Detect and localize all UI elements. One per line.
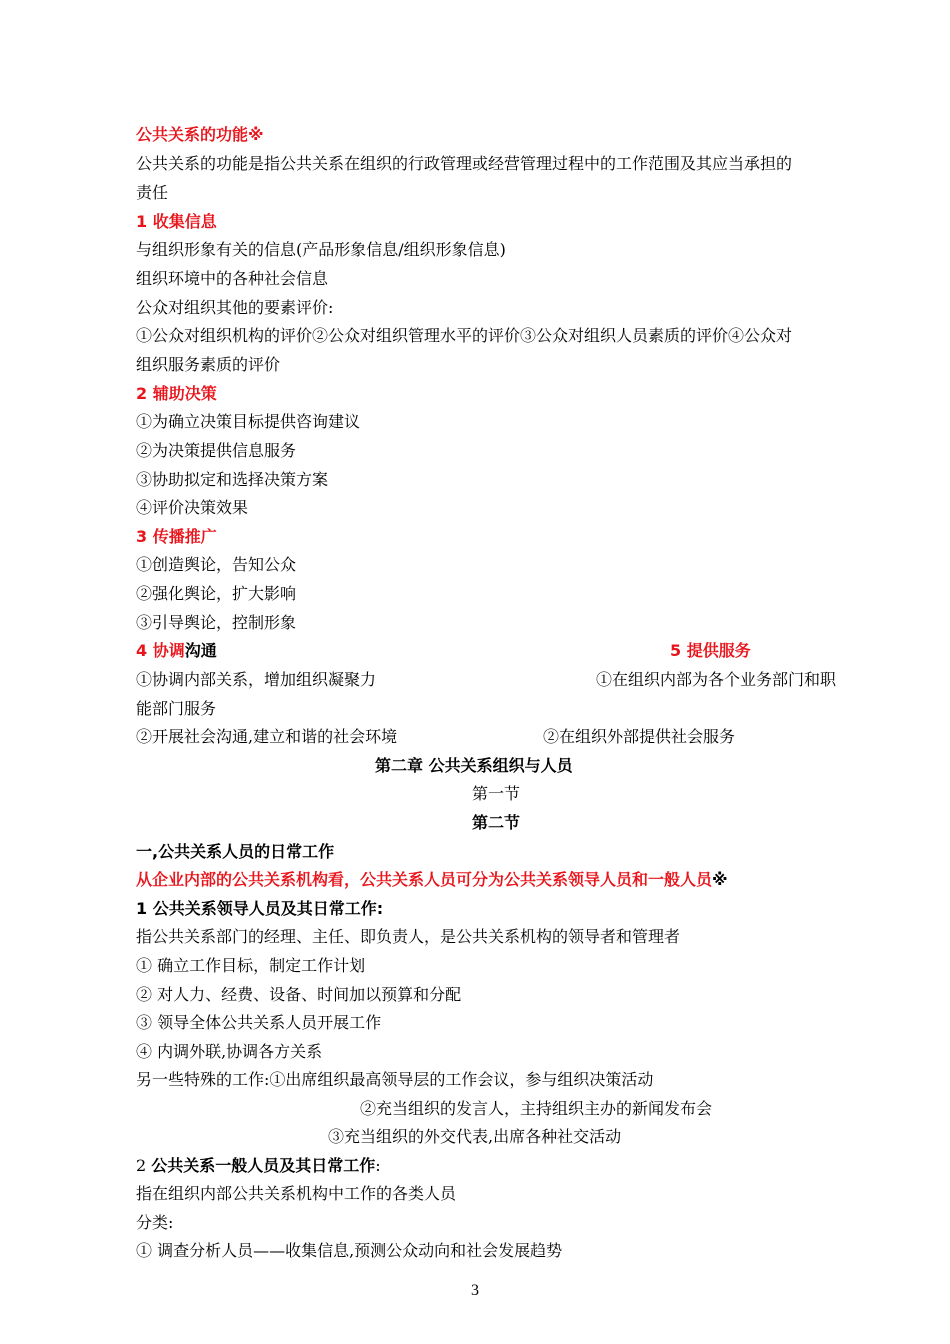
red-statement <box>136 870 728 890</box>
red-statement-text: 从企业内部的公共关系机构看，公共关系人员可分为公共关系领导人员和一般人员 <box>136 870 713 889</box>
page-number: 3 <box>471 1282 479 1299</box>
item-3-line: ②强化舆论，扩大影响 <box>136 584 297 603</box>
item-1-line: 与组织形象有关的信息(产品形象信息/组织形象信息) <box>136 240 506 259</box>
leader-line: ② 对人力、经费、设备、时间加以预算和分配 <box>136 985 462 1004</box>
leader-line: ③ 领导全体公共关系人员开展工作 <box>136 1013 382 1032</box>
leader-line: ① 确立工作目标，制定工作计划 <box>136 956 366 975</box>
item-5-line: ①在组织内部为各个业务部门和职 <box>596 670 837 689</box>
chapter-title: 第二章 公共关系组织与人员 <box>375 756 573 775</box>
item-3-title: 3 传播推广 <box>136 527 217 546</box>
general-definition: 指在组织内部公共关系机构中工作的各类人员 <box>136 1184 457 1203</box>
item-4-line: ②开展社会沟通,建立和谐的社会环境 <box>136 727 398 746</box>
item-4-line: ①协调内部关系，增加组织凝聚力 <box>136 670 377 689</box>
item-1-line: 组织服务素质的评价 <box>136 355 281 374</box>
section-title: 公共关系的功能※ <box>136 125 264 144</box>
item-4-title-black: 沟通 <box>184 641 217 660</box>
leader-definition: 指公共关系部门的经理、主任、即负责人，是公共关系机构的领导者和管理者 <box>136 927 681 946</box>
item-2-line: ③协助拟定和选择决策方案 <box>136 470 329 489</box>
item-4-title-red: 4 协调 <box>136 641 185 660</box>
special-work-line: ②充当组织的发言人，主持组织主办的新闻发布会 <box>360 1099 713 1118</box>
item-3-line: ③引导舆论，控制形象 <box>136 613 297 632</box>
item-1-line: 公众对组织其他的要素评价: <box>136 298 334 317</box>
item-3-line: ①创造舆论，告知公众 <box>136 555 297 574</box>
general-title <box>136 1156 381 1176</box>
intro-line-2: 责任 <box>136 183 169 202</box>
item-4-title <box>136 641 217 661</box>
general-title-text: 公共关系一般人员及其日常工作 <box>151 1156 376 1175</box>
section-heading: 一,公共关系人员的日常工作 <box>136 842 335 861</box>
item-5-line-cont: 能部门服务 <box>136 699 217 718</box>
item-2-line: ①为确立决策目标提供咨询建议 <box>136 412 361 431</box>
item-1-line: 组织环境中的各种社会信息 <box>136 269 329 288</box>
classify-line: ① 调查分析人员——收集信息,预测公众动向和社会发展趋势 <box>136 1241 563 1260</box>
leader-line: ④ 内调外联,协调各方关系 <box>136 1042 323 1061</box>
general-title-number: 2 <box>136 1156 152 1175</box>
leader-title: 1 公共关系领导人员及其日常工作: <box>136 899 384 918</box>
intro-line-1: 公共关系的功能是指公共关系在组织的行政管理或经营管理过程中的工作范围及其应当承担的 <box>136 154 793 173</box>
red-statement-mark: ※ <box>712 870 728 889</box>
item-2-line: ②为决策提供信息服务 <box>136 441 297 460</box>
section-first: 第一节 <box>472 784 521 803</box>
item-1-title: 1 收集信息 <box>136 212 217 231</box>
item-2-title: 2 辅助决策 <box>136 384 217 403</box>
item-5-line: ②在组织外部提供社会服务 <box>543 727 736 746</box>
item-2-line: ④评价决策效果 <box>136 498 249 517</box>
section-second: 第二节 <box>472 813 521 832</box>
special-work-line: ③充当组织的外交代表,出席各种社交活动 <box>328 1127 622 1146</box>
classify-label: 分类: <box>136 1213 174 1232</box>
special-work-line: 另一些特殊的工作:①出席组织最高领导层的工作会议，参与组织决策活动 <box>136 1070 654 1089</box>
item-5-title: 5 提供服务 <box>670 641 751 660</box>
item-1-line: ①公众对组织机构的评价②公众对组织管理水平的评价③公众对组织人员素质的评价④公众对 <box>136 326 793 345</box>
general-title-colon: : <box>375 1156 381 1175</box>
